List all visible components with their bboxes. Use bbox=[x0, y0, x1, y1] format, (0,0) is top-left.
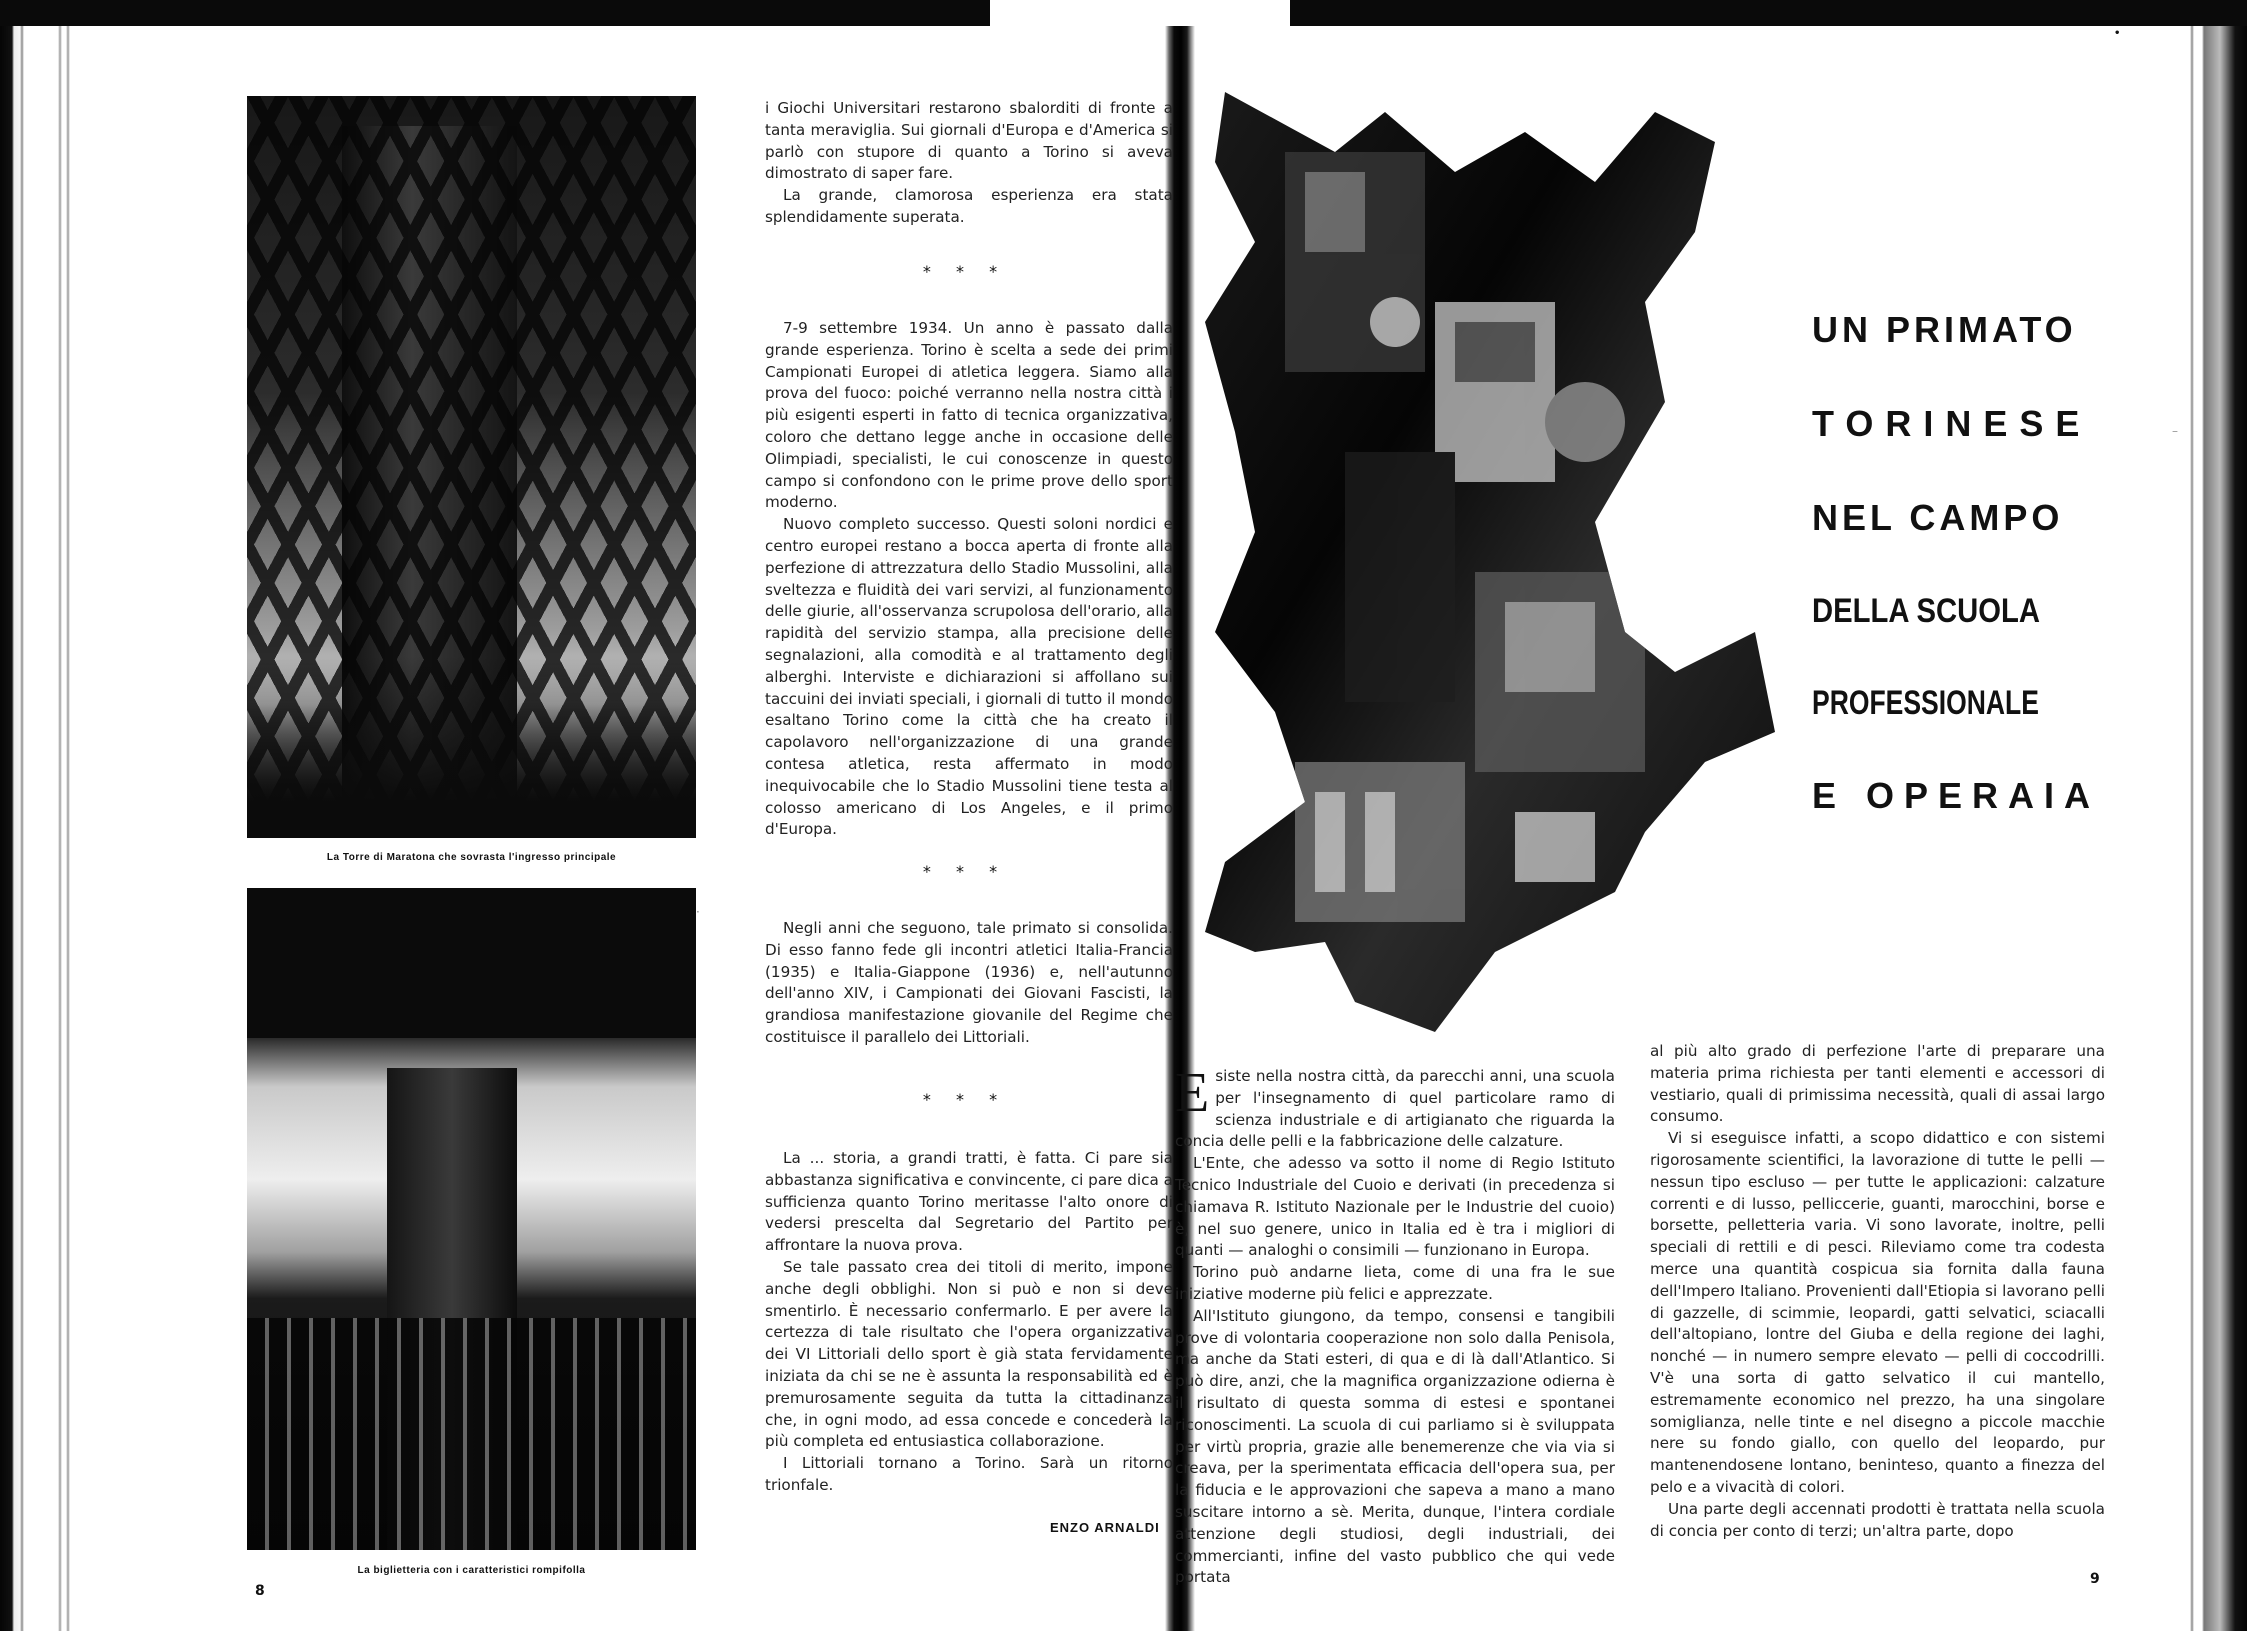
section-separator: * * * bbox=[922, 862, 1008, 881]
caption-ticket-office: La biglietteria con i caratteristici rompifolla bbox=[357, 1565, 586, 1576]
paragraph: Torino può andarne lieta, come di una fra le sue iniziative moderne più felici e apprezzate. bbox=[1175, 1263, 1615, 1303]
page-number-left: 8 bbox=[255, 1583, 265, 1599]
headline-line: DELLA SCUOLA bbox=[1812, 592, 2040, 630]
photo-seats-barriers bbox=[247, 1318, 696, 1550]
section-separator: * * * bbox=[922, 1090, 1008, 1109]
photo-marathon-tower bbox=[247, 96, 696, 838]
scan-top-border-right bbox=[1290, 0, 2247, 26]
paragraph: 7-9 settembre 1934. Un anno è passato dalla grande esperienza. Torino è scelta a sede dei primi Campionati Europei di atletica leggera. Siamo alla prova del fuoco: poiché verranno nella nostra città i più esigenti esperti in fatto di tecnica organizzativa, coloro che dettano legge anche in occasione delle Olimpiadi, specialisti, le cui conoscenze in questo campo si confondono con le prime prove dello sport moderno. bbox=[765, 319, 1173, 512]
photo-ticket-office bbox=[247, 888, 696, 1550]
paragraph: La ... storia, a grandi tratti, è fatta. Ci pare sia abbastanza significativa e convincente, ci pare dica a sufficienza quanto Torino meritasse l'alto onore di vedersi prescelta dal Segretario del Partito per affrontare la nuova prova. bbox=[765, 1149, 1173, 1255]
photo-leather-hide-montage bbox=[1195, 72, 1775, 1032]
photo-tower-ground bbox=[247, 656, 696, 838]
section-separator: * * * bbox=[922, 262, 1008, 281]
article-block-1934 bbox=[765, 318, 1173, 841]
article-column-1 bbox=[1175, 1062, 1615, 1589]
scan-dot-mark: • bbox=[2114, 28, 2121, 39]
paragraph: i Giochi Universitari restarono sbalorditi di fronte a tanta meraviglia. Sui giornali d'Europa e d'America si parlò con stupore di quanto a Torino si aveva dimostrato di saper fare. bbox=[765, 99, 1173, 183]
page-number-right: 9 bbox=[2090, 1571, 2100, 1587]
paragraph: L'Ente, che adesso va sotto il nome di Regio Istituto Tecnico Industriale del Cuoio e derivati (in precedenza si chiamava R. Istituto Nazionale per le Industrie del cuoio) è, nel suo genere, unico in Italia ed è tra i migliori di quanti — analoghi o consimili — funzionano in Europa. bbox=[1175, 1154, 1615, 1260]
book-right-edge bbox=[2180, 26, 2247, 1631]
article-block-consolidation bbox=[765, 918, 1173, 1049]
drop-cap: E bbox=[1175, 1062, 1210, 1124]
paragraph: Se tale passato crea dei titoli di merito, impone anche degli obblighi. Non si può e non si deve smentirlo. È necessario confermarlo. E per avere la certezza di tale risultato che l'opera organizzativa dei VI Littoriali dello sport è già stata fervidamente iniziata da chi se ne è assunta la responsabilità ed è premurosamente seguita da tutta la cittadinanza che, in ogni modo, ad essa concede e concederà la più completa ed entusiastica collaborazione. bbox=[765, 1257, 1173, 1451]
paragraph: Nuovo completo successo. Questi soloni nordici e centro europei restano a bocca aperta di fronte alla perfezione di attrezzatura dello Stadio Mussolini, alla sveltezza e fluidità dei vari servizi, al funzionamento delle giurie, all'osservanza scrupolosa dell'orario, alla rapidità del servizio stampa, alla precisione delle segnalazioni, alla comodità e al trattamento degli alberghi. Interviste e dichiarazioni si affollano sui taccuini dei inviati speciali, i giornali di tutto il mondo esaltano Torino come la città che ha creato il capolavoro nell'organizzazione di una grande contesa atletica, resta affermato in modo inequivocabile che lo Stadio Mussolini tiene testa al colosso americano di Los Angeles, e il primo d'Europa. bbox=[765, 515, 1173, 839]
headline-line: E OPERAIA bbox=[1812, 775, 2101, 816]
photo-seats-roof bbox=[247, 888, 696, 1038]
article-block-intro bbox=[765, 98, 1173, 229]
article-block-conclusion bbox=[765, 1148, 1173, 1497]
paragraph: Vi si eseguisce infatti, a scopo didattico e con sistemi rigorosamente scientifici, la lavorazione di tutte le pelli — nessun tipo escluso — per tutte le applicazioni: calzature correnti e di lusso, pelliccerie, guanti, marocchini, borse e borsette, pelletteria varia. Vi sono lavorate, inoltre, pelli speciali di rettili e di pesci. Rileviamo come tra codesta merce una quantità cospicua sia fornita dalla fauna dell'Impero Italiano. Provenienti dall'Etiopia si lavorano pelli di gazzelle, di scimmie, leopardi, gatti selvatici, sciacalli dell'altopiano, lontre del Giuba e della regione dei laghi, nonché — in numero sempre elevato — pelli di coccodrilli. V'è una sorta di gatto selvatico il cui mantello, estremamente economico nel prezzo, ha una singolare somiglianza, nelle tinte e nel disegno a piccole macchie nere su fondo giallo, con quello del leopardo, pur mantenendosene lontano, beninteso, quanto a finezza del pelo e a vivacità di colori. bbox=[1650, 1129, 2105, 1496]
hide-silhouette bbox=[1195, 72, 1775, 1032]
book-left-edge bbox=[0, 26, 230, 1631]
article-author: ENZO ARNALDI bbox=[1050, 1520, 1160, 1535]
article-column-2 bbox=[1650, 1041, 2105, 1542]
paragraph: Una parte degli accennati prodotti è trattata nella scuola di concia per conto di terzi; un'altra parte, dopo bbox=[1650, 1499, 2105, 1540]
paragraph-text: siste nella nostra città, da parecchi anni, una scuola per l'insegnamento di quel particolare ramo di scienza industriale e di artigianato che riguarda la concia delle pelli e la fabbricazione delle calzature. bbox=[1175, 1067, 1615, 1151]
margin-mark: – bbox=[2172, 424, 2178, 438]
headline-line: PROFESSIONALE bbox=[1812, 684, 2039, 722]
paragraph: Negli anni che seguono, tale primato si consolida. Di esso fanno fede gli incontri atletici Italia-Francia (1935) e Italia-Giappone (1936) e, nell'autunno dell'anno XIV, i Campionati dei Giovani Fascisti, la grandiosa manifestazione giovanile del Regime che costituisce il parallelo dei Littoriali. bbox=[765, 919, 1173, 1046]
scan-top-border-left bbox=[0, 0, 990, 26]
headline-line: TORINESE bbox=[1812, 403, 2092, 444]
paragraph: al più alto grado di perfezione l'arte di preparare una materia prima richiesta per tanti elementi e accessori di vestiario, quali di primissima necessità, quali di assai largo consumo. bbox=[1650, 1042, 2105, 1126]
paragraph: La grande, clamorosa esperienza era stata splendidamente superata. bbox=[765, 186, 1173, 226]
margin-mark: · bbox=[696, 905, 700, 919]
article-headline bbox=[1812, 309, 2152, 872]
headline-line: NEL CAMPO bbox=[1812, 497, 2064, 538]
caption-tower: La Torre di Maratona che sovrasta l'ingresso principale bbox=[326, 852, 617, 863]
paragraph: All'Istituto giungono, da tempo, consensi e tangibili prove di volontaria cooperazione non solo dalla Penisola, ma anche da Stati esteri, di qua e di là dall'Atlantico. Si può dire, anzi, che la magnifica organizzazione odierna è il risultato di questa somma di estesi e spontanei riconoscimenti. La scuola di cui parliamo si è sviluppata per virtù propria, grazie alle benemerenze che via via si creava, per la sperimentata efficacia dell'opera sua, per la fiducia e le approvazioni che sapeva a mano a mano suscitare intorno a sè. Merita, dunque, l'intera cordiale attenzione degli studiosi, degli industriali, dei commercianti, infine del vasto pubblico che qui vede portata bbox=[1175, 1306, 1615, 1587]
paragraph bbox=[1175, 1062, 1615, 1153]
headline-line: UN PRIMATO bbox=[1812, 309, 2077, 350]
paragraph: I Littoriali tornano a Torino. Sarà un ritorno trionfale. bbox=[765, 1454, 1173, 1494]
